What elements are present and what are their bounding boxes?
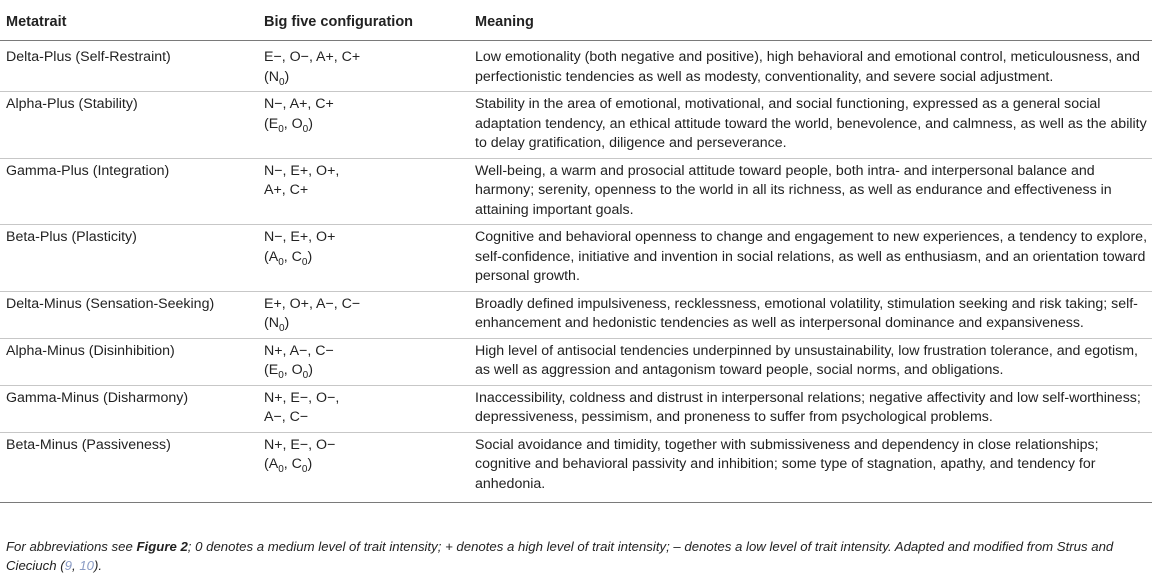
config-cell <box>258 41 469 92</box>
config-line: N−, A+, C+ <box>264 96 334 112</box>
config-line: N−, E+, O+ <box>264 229 336 245</box>
config-cell <box>258 158 469 225</box>
table-row <box>0 432 1152 503</box>
table-row <box>0 385 1152 432</box>
reference-link[interactable]: 9 <box>64 558 72 573</box>
meaning-cell: High level of antisocial tendencies underpinned by unsustainability, low frustration tolerance, and egotism, as well as aggression and antagonism toward people, social norms, and obligations. <box>469 338 1152 385</box>
metatrait-cell: Gamma-Plus (Integration) <box>0 158 258 225</box>
header-big-five-configuration: Big five configuration <box>258 0 469 41</box>
footnote-suffix: ). <box>93 558 103 573</box>
header-metatrait: Metatrait <box>0 0 258 41</box>
table-row <box>0 291 1152 338</box>
figure-link[interactable]: Figure 2 <box>136 539 188 554</box>
config-line-neutral: ($E_0$, $O_0$) <box>264 115 313 135</box>
config-cell <box>258 432 469 503</box>
config-cell <box>258 385 469 432</box>
table-row <box>0 225 1152 292</box>
metatrait-cell: Beta-Minus (Passiveness) <box>0 432 258 503</box>
table-footnote <box>6 537 1146 575</box>
meaning-cell: Broadly defined impulsiveness, recklessness, emotional volatility, stimulation seeking and risk taking; self-enhancement and hedonistic tendencies as well as interpersonal dominance and expansiveness. <box>469 291 1152 338</box>
config-line-neutral: A+, C+ <box>264 182 309 198</box>
config-line: N−, E+, O+, <box>264 162 340 179</box>
config-line: N+, E−, O−, <box>264 389 340 406</box>
config-cell <box>258 225 469 292</box>
meaning-cell: Inaccessibility, coldness and distrust in interpersonal relations; negative affectivity and low self-worthiness; depressiveness, pessimism, and proneness to suffer from psychological problems. <box>469 385 1152 432</box>
meaning-cell: Stability in the area of emotional, motivational, and social functioning, expressed as a general social adaptation tendency, an ethical attitude toward the world, benevolence, and calmness, as well as the ability to delay gratification, diligence and perseverance. <box>469 92 1152 159</box>
table-header <box>0 0 1152 41</box>
config-line: N+, E−, O− <box>264 436 336 453</box>
config-line: E+, O+, A−, C− <box>264 295 361 312</box>
metatrait-cell: Delta-Plus (Self-Restraint) <box>0 41 258 92</box>
meaning-cell: Well-being, a warm and prosocial attitude toward people, both intra- and interpersonal balance and harmony; serenity, openness to the world in all its richness, as well as endurance and effectiveness in attaining important goals. <box>469 158 1152 225</box>
config-cell <box>258 291 469 338</box>
config-line-neutral: $(N_0)$ <box>264 68 290 88</box>
config-cell <box>258 338 469 385</box>
metatrait-cell: Gamma-Minus (Disharmony) <box>0 385 258 432</box>
meaning-cell: Social avoidance and timidity, together with submissiveness and dependency in close relationships; cognitive and behavioral passivity and inhibition; some type of stagnation, apathy, and tendency for anhedonia. <box>469 432 1152 503</box>
table-row <box>0 158 1152 225</box>
metatrait-cell: Delta-Minus (Sensation-Seeking) <box>0 291 258 338</box>
header-row <box>0 0 1152 41</box>
footnote-separator: , <box>71 558 80 573</box>
config-line: N+, A−, C− <box>264 342 334 359</box>
config-line: E−, O−, A+, C+ <box>264 49 361 65</box>
config-line-neutral: ($A_0$, $C_0$) <box>264 456 313 475</box>
footnote-prefix: For abbreviations see <box>6 539 137 554</box>
table-row <box>0 41 1152 92</box>
config-line-neutral: $(N_0)$ <box>264 315 290 334</box>
meaning-cell: Cognitive and behavioral openness to change and engagement to new experiences, a tendency to explore, self-confidence, initiative and invention in social relations, as well as enthusiasm, and an orientation toward personal growth. <box>469 225 1152 292</box>
table-row <box>0 338 1152 385</box>
footnote-middle: ; 0 denotes a medium level of trait intensity; + denotes a high level of trait intensity; – denotes a low level of trait intensity. Adapted and modified from Strus and Cieciuch ( <box>6 539 1114 573</box>
table-body <box>0 41 1152 503</box>
table-row <box>0 92 1152 159</box>
config-line-neutral: A−, C− <box>264 409 309 425</box>
config-line-neutral: ($E_0$, $O_0$) <box>264 362 313 381</box>
metatrait-cell: Beta-Plus (Plasticity) <box>0 225 258 292</box>
metatrait-cell: Alpha-Minus (Disinhibition) <box>0 338 258 385</box>
header-meaning: Meaning <box>469 0 1152 41</box>
config-line-neutral: ($A_0$, $C_0$) <box>264 248 313 268</box>
meaning-cell: Low emotionality (both negative and positive), high behavioral and emotional control, meticulousness, and perfectionistic tendencies as well as modesty, conventionality, and severe social adjustment. <box>469 41 1152 92</box>
metatrait-cell: Alpha-Plus (Stability) <box>0 92 258 159</box>
reference-link[interactable]: 10 <box>79 558 94 573</box>
config-cell <box>258 92 469 159</box>
